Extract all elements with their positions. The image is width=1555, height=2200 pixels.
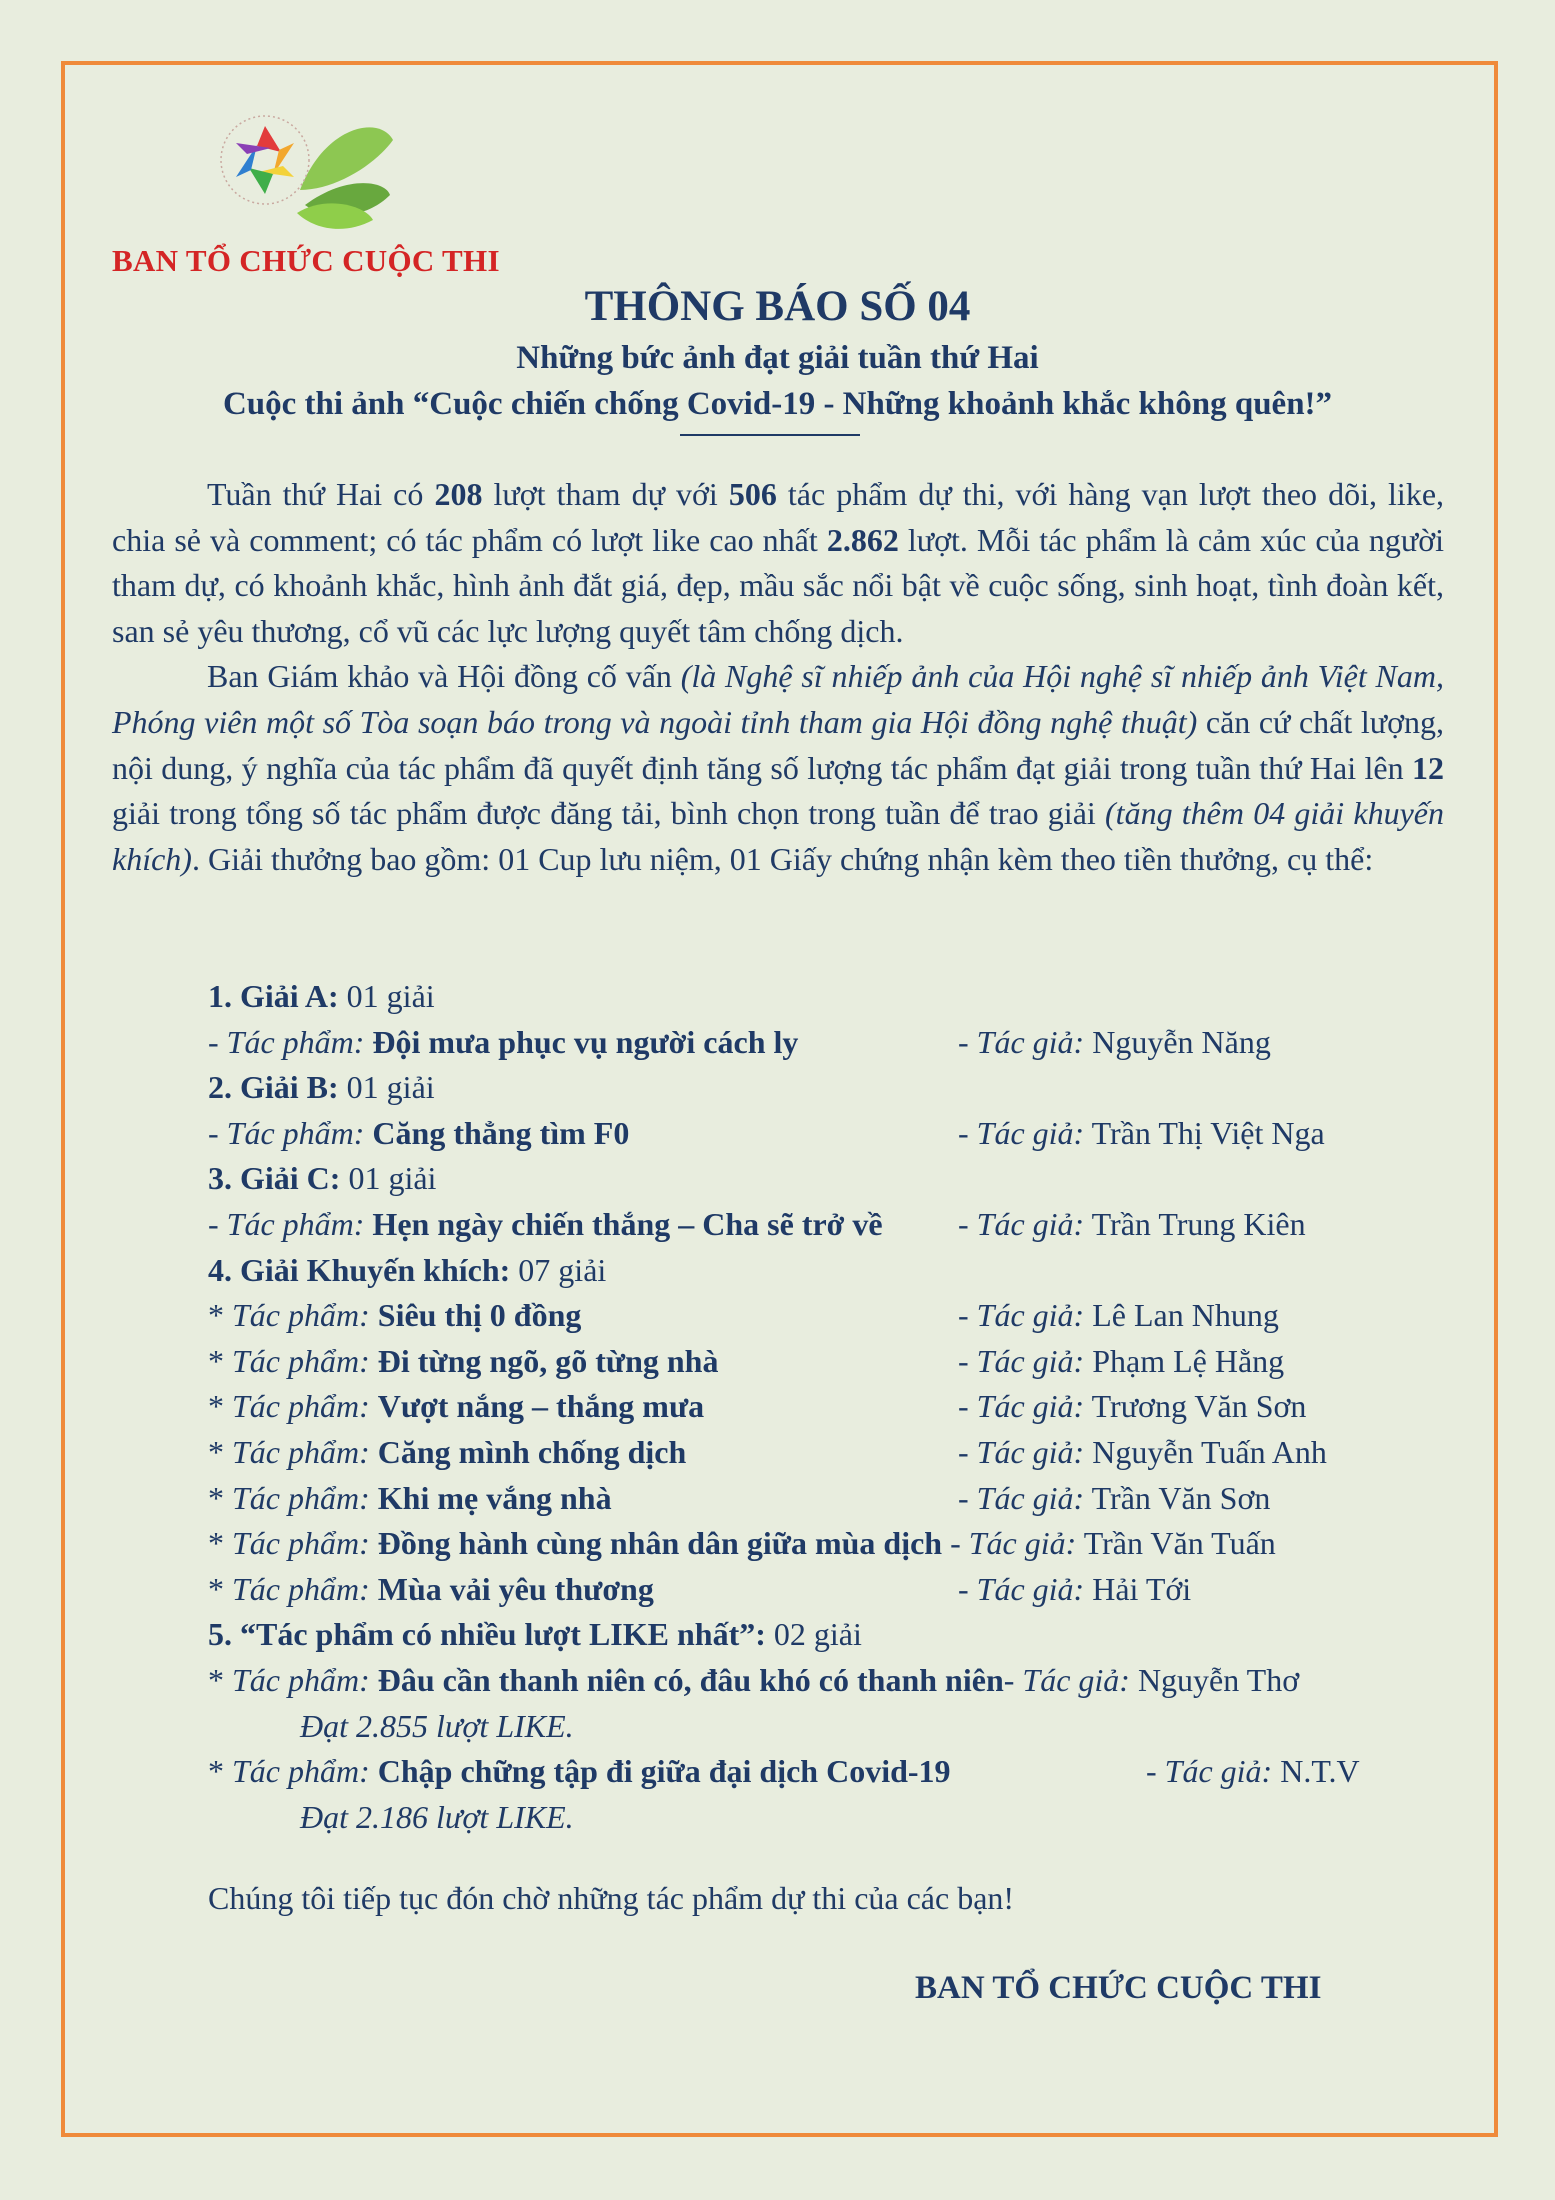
author-name: Nguyễn Tuấn Anh <box>1084 1433 1327 1470</box>
prize-b-entry <box>208 1111 1478 1157</box>
prize-like-entry <box>208 1658 1478 1704</box>
author-label: - Tác giả: <box>958 1479 1085 1516</box>
author-name: Nguyễn Năng <box>1084 1023 1271 1060</box>
prize-b-heading <box>208 1065 1478 1111</box>
paragraph-jury-decision <box>112 654 1444 882</box>
work-title: Đội mưa phục vụ người cách ly <box>372 1023 799 1060</box>
author-label: - Tác giả: <box>950 1525 1077 1562</box>
work-label: Tác phẩm: <box>232 1479 370 1516</box>
author-cell <box>1146 1749 1360 1795</box>
works-count: 506 <box>728 476 777 512</box>
author-cell <box>958 1111 1325 1157</box>
prize-kk-entry <box>208 1521 1478 1567</box>
author-cell <box>958 1020 1271 1066</box>
author-label: - Tác giả: <box>958 1433 1085 1470</box>
prize-kk-entry <box>208 1567 1478 1613</box>
bullet: * <box>208 1342 232 1379</box>
prize-a-entry <box>208 1020 1478 1066</box>
author-cell <box>958 1567 1191 1613</box>
text: tác phẩm dự thi, với hàng vạn lượt theo dõi, like, chia sẻ và comment; có tác phẩm có lượt like cao nhất <box>112 476 1445 558</box>
jury-note: (là Nghệ sĩ nhiếp ảnh của Hội nghệ sĩ nhiếp ảnh Việt Nam, Phóng viên một số Tòa soạn báo trong và ngoài tỉnh tham gia Hội đồng nghệ thuật) <box>112 658 1445 740</box>
work-title: Hẹn ngày chiến thắng – Cha sẽ trở về <box>372 1205 883 1242</box>
prize-title: 5. “Tác phẩm có nhiều lượt LIKE nhất”: <box>208 1616 766 1653</box>
signature: BAN TỔ CHỨC CUỘC THI <box>915 1970 1322 2006</box>
prize-count: 07 giải <box>510 1251 607 1288</box>
author-name: Trần Thị Việt Nga <box>1084 1114 1325 1151</box>
prize-a-heading <box>208 974 1478 1020</box>
work-title: Căng thẳng tìm F0 <box>372 1114 630 1151</box>
prize-like-entry <box>208 1749 1478 1795</box>
like-count: Đạt 2.186 lượt LIKE. <box>300 1798 574 1835</box>
prize-count: 01 giải <box>338 978 435 1014</box>
work-title: Chập chững tập đi giữa đại dịch Covid-19 <box>377 1753 951 1790</box>
page-subtitle: Những bức ảnh đạt giải tuần thứ Hai <box>516 340 1039 376</box>
prize-title: 1. Giải A: <box>208 978 339 1014</box>
entries-count: 208 <box>434 476 483 512</box>
bullet: * <box>208 1388 232 1425</box>
text: . Giải thưởng bao gồm: 01 Cup lưu niệm, 01 Giấy chứng nhận kèm theo tiền thưởng, cụ thể: <box>191 840 1374 877</box>
author-name: Trần Văn Tuấn <box>1076 1525 1276 1562</box>
max-likes: 2.862 <box>826 521 899 558</box>
work-title: Căng mình chống dịch <box>377 1433 687 1470</box>
closing-sentence: Chúng tôi tiếp tục đón chờ những tác phẩm dự thi của các bạn! <box>208 1880 1015 1916</box>
author-label: - Tác giả: <box>1146 1753 1273 1790</box>
paragraph-week-summary <box>112 472 1444 654</box>
author-cell <box>958 1384 1306 1430</box>
contest-logo <box>205 95 395 230</box>
author-name: Trần Trung Kiên <box>1084 1205 1306 1242</box>
author-name: Hải Tới <box>1084 1570 1192 1607</box>
work-title: Đi từng ngõ, gõ từng nhà <box>377 1342 719 1379</box>
bullet: * <box>208 1661 232 1698</box>
author-name: N.T.V <box>1272 1753 1360 1790</box>
text: Tuần thứ Hai có <box>207 476 435 512</box>
work-title: Đồng hành cùng nhân dân giữa mùa dịch <box>377 1525 943 1562</box>
author-cell <box>958 1339 1284 1385</box>
work-title: Đâu cần thanh niên có, đâu khó có thanh niên <box>377 1661 1004 1698</box>
bullet: * <box>208 1297 232 1334</box>
bullet: * <box>208 1525 232 1562</box>
work-title: Siêu thị 0 đồng <box>377 1297 582 1334</box>
work-title: Khi mẹ vắng nhà <box>377 1479 612 1516</box>
author-cell <box>958 1476 1270 1522</box>
text: lượt. Mỗi tác phẩm là cảm xúc của người tham dự, có khoảnh khắc, hình ảnh đắt giá, đẹp, mầu sắc nổi bật về cuộc sống, sinh hoạt, tình đoàn kết, san sẻ yêu thương, cổ vũ các lực lượng quyết tâm chống dịch. <box>112 521 1445 649</box>
prize-kk-entry <box>208 1293 1478 1339</box>
text: căn cứ chất lượng, nội dung, ý nghĩa của tác phẩm đã quyết định tăng số lượng tác phẩm đạt giải trong tuần thứ Hai lên <box>112 703 1444 786</box>
prize-like-heading <box>208 1612 1478 1658</box>
author-name: Phạm Lệ Hằng <box>1084 1342 1285 1379</box>
page-title: THÔNG BÁO SỐ 04 <box>584 283 971 330</box>
announcement-body <box>112 472 1444 882</box>
text: giải trong tổng số tác phẩm được đăng tải, bình chọn trong tuần để trao giải <box>112 795 1106 832</box>
work-label: Tác phẩm: <box>232 1388 370 1425</box>
prize-kk-entry <box>208 1476 1478 1522</box>
author-label: - Tác giả: <box>958 1297 1085 1334</box>
text: Ban Giám khảo và Hội đồng cố vấn <box>207 658 681 695</box>
text: lượt tham dự với <box>482 476 729 512</box>
work-label: Tác phẩm: <box>232 1342 370 1379</box>
bullet: - <box>208 1023 227 1060</box>
author-cell <box>958 1202 1306 1248</box>
author-cell <box>958 1430 1327 1476</box>
work-label: Tác phẩm: <box>226 1114 365 1151</box>
like-count: Đạt 2.855 lượt LIKE. <box>300 1707 574 1744</box>
bullet: * <box>208 1433 232 1470</box>
work-label: Tác phẩm: <box>226 1205 365 1242</box>
bullet: - <box>208 1114 227 1151</box>
extra-prize-note: (tăng thêm 04 giải khuyến khích) <box>112 795 1445 877</box>
prize-kk-heading <box>208 1248 1478 1294</box>
author-label: - Tác giả: <box>958 1388 1085 1425</box>
prize-title: 2. Giải B: <box>208 1069 339 1106</box>
prize-count: 01 giải <box>340 1160 437 1197</box>
prize-c-heading <box>208 1156 1478 1202</box>
author-label: - Tác giả: <box>1003 1661 1130 1698</box>
author-label: - Tác giả: <box>958 1342 1085 1379</box>
work-title: Mùa vải yêu thương <box>377 1570 654 1607</box>
title-divider <box>680 434 860 436</box>
organizer-heading: BAN TỔ CHỨC CUỘC THI <box>112 243 500 278</box>
author-cell <box>958 1293 1279 1339</box>
bullet: * <box>208 1753 232 1790</box>
work-title: Vượt nắng – thắng mưa <box>377 1388 705 1425</box>
prize-kk-entry <box>208 1339 1478 1385</box>
bullet: * <box>208 1570 232 1607</box>
author-label: - Tác giả: <box>958 1570 1085 1607</box>
work-label: Tác phẩm: <box>226 1023 365 1060</box>
prize-c-entry <box>208 1202 1478 1248</box>
work-label: Tác phẩm: <box>232 1525 370 1562</box>
author-name: Trần Văn Sơn <box>1084 1479 1271 1516</box>
author-label: - Tác giả: <box>958 1023 1085 1060</box>
bullet: - <box>208 1205 227 1242</box>
author-name: Lê Lan Nhung <box>1084 1297 1279 1334</box>
work-label: Tác phẩm: <box>232 1661 370 1698</box>
work-label: Tác phẩm: <box>232 1753 370 1790</box>
author-label: - Tác giả: <box>958 1205 1085 1242</box>
prize-list <box>208 974 1478 1840</box>
prize-kk-entry <box>208 1430 1478 1476</box>
prize-title: 4. Giải Khuyến khích: <box>208 1251 511 1288</box>
prize-kk-entry <box>208 1384 1478 1430</box>
author-label: - Tác giả: <box>958 1114 1085 1151</box>
contest-name: Cuộc thi ảnh “Cuộc chiến chống Covid-19 - Những khoảnh khắc không quên!” <box>222 386 1333 422</box>
author-name: Nguyễn Thơ <box>1129 1661 1300 1698</box>
work-label: Tác phẩm: <box>232 1570 370 1607</box>
work-label: Tác phẩm: <box>232 1433 370 1470</box>
work-label: Tác phẩm: <box>232 1297 370 1334</box>
author-name: Trương Văn Sơn <box>1084 1388 1307 1425</box>
prize-count: 02 giải <box>765 1616 862 1653</box>
prize-total: 12 <box>1412 749 1444 786</box>
prize-count: 01 giải <box>338 1069 435 1106</box>
bullet: * <box>208 1479 232 1516</box>
prize-title: 3. Giải C: <box>208 1160 341 1197</box>
